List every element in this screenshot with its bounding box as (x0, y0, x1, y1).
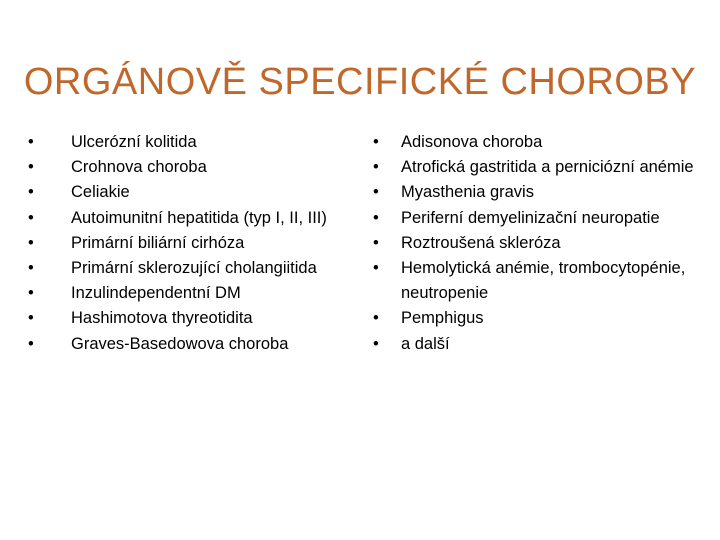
list-item-text: Ulcerózní kolitida (71, 133, 197, 151)
list-item-text: Atrofická gastritida a perniciózní anémie (401, 158, 694, 177)
list-item-text: Adisonova choroba (401, 133, 543, 151)
left-disease-list (28, 130, 353, 357)
bullet-icon: • (28, 208, 34, 227)
list-item (370, 256, 700, 306)
bullet-icon: • (373, 233, 379, 252)
list-item-text: Inzulindependentní DM (71, 284, 241, 303)
list-item-text: Hashimotova thyreotidita (71, 309, 253, 328)
list-item (28, 130, 353, 155)
bullet-icon: • (28, 133, 34, 151)
list-item (370, 130, 700, 155)
bullet-icon: • (28, 284, 34, 303)
list-item (28, 332, 353, 357)
bullet-icon: • (373, 133, 379, 151)
list-item (28, 206, 353, 231)
bullet-icon: • (373, 259, 379, 278)
list-item-text: Primární sklerozující cholangiitida (71, 259, 317, 278)
bullet-icon: • (373, 334, 379, 353)
list-item (370, 180, 700, 205)
bullet-icon: • (28, 309, 34, 328)
list-item-text: Celiakie (71, 183, 130, 202)
list-item (28, 155, 353, 180)
list-item-text: Periferní demyelinizační neuropatie (401, 208, 660, 227)
list-item-text: Graves-Basedowova choroba (71, 334, 289, 353)
bullet-icon: • (28, 158, 34, 177)
list-item (28, 231, 353, 256)
list-item-text: Crohnova choroba (71, 158, 207, 177)
list-item (28, 306, 353, 331)
bullet-icon: • (28, 183, 34, 202)
list-item-text: Roztroušená skleróza (401, 233, 561, 252)
list-item-text: Primární biliární cirhóza (71, 233, 245, 252)
right-disease-list (370, 130, 700, 357)
bullet-icon: • (28, 259, 34, 278)
list-item (28, 180, 353, 205)
list-item-text: a další (401, 334, 450, 353)
list-item (370, 155, 700, 180)
bullet-icon: • (373, 158, 379, 177)
bullet-icon: • (28, 233, 34, 252)
list-item (370, 231, 700, 256)
list-item (370, 306, 700, 331)
list-item-text: Pemphigus (401, 309, 484, 328)
list-item-text: Myasthenia gravis (401, 183, 534, 202)
slide-title: ORGÁNOVĚ SPECIFICKÉ CHOROBY (23, 61, 697, 103)
list-item (28, 256, 353, 281)
bullet-icon: • (373, 183, 379, 202)
list-item-text: Hemolytická anémie, trombocytopénie, neutropenie (401, 259, 686, 303)
bullet-icon: • (28, 334, 34, 353)
bullet-icon: • (373, 309, 379, 328)
list-item-text: Autoimunitní hepatitida (typ I, II, III) (71, 208, 327, 227)
list-item (28, 281, 353, 306)
bullet-icon: • (373, 208, 379, 227)
list-item (370, 332, 700, 357)
list-item (370, 206, 700, 231)
